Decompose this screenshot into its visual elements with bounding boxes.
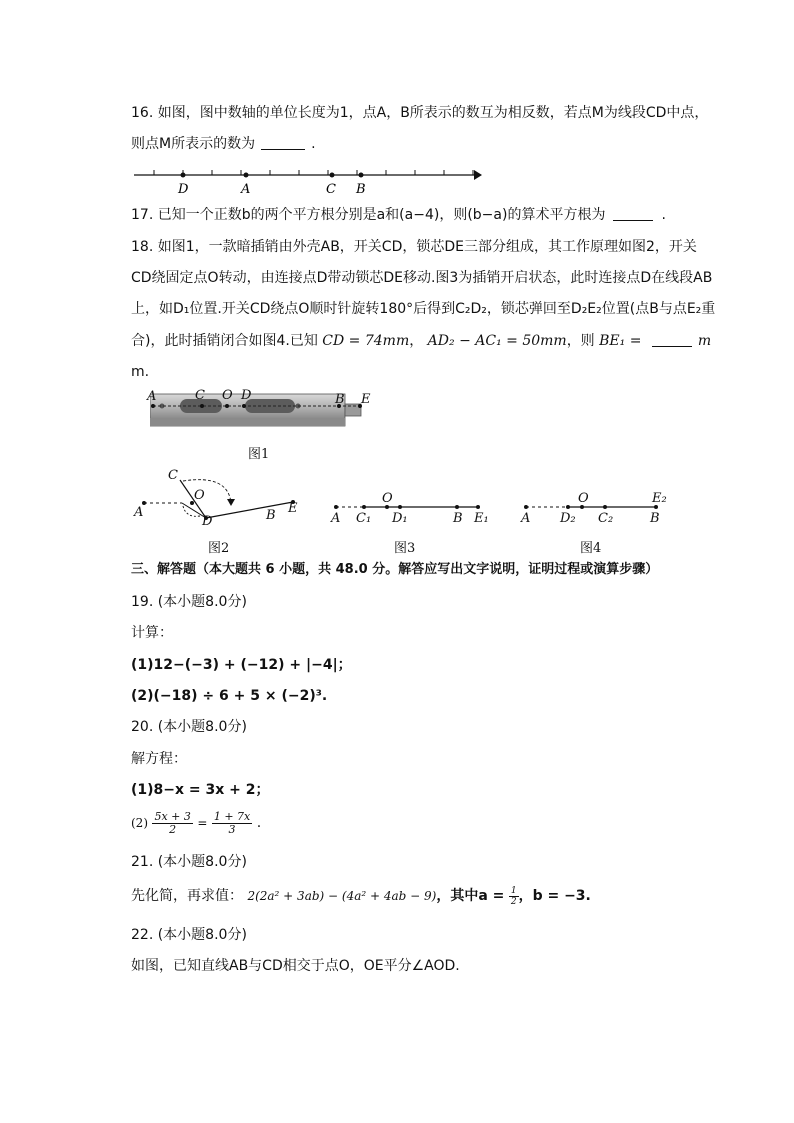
fig2-label-o: O [194, 488, 205, 503]
fig3-caption: 图3 [394, 541, 416, 556]
fig4-label-b: B [650, 511, 660, 526]
q16-text: 则点M所表示的数为 [131, 136, 256, 152]
fig1-latch-photo [150, 388, 364, 430]
q21-body [131, 882, 591, 910]
q18-unit-m: m [697, 333, 712, 349]
fig1-label-c: C [195, 388, 205, 403]
q17-end: . [661, 207, 666, 223]
q18-line3: 上，如D₁位置.开关CD绕点O顺时针旋转180°后得到C₂D₂，锁芯弹回至D₂E₂位置(点B与点E₂重 [131, 301, 716, 317]
fig3-label-o: O [382, 491, 393, 506]
q20-intro: 解方程： [131, 751, 187, 767]
axis-label-b: B [356, 182, 366, 196]
fig4-label-c2: C₂ [598, 511, 614, 526]
fig4-diagram [520, 500, 670, 514]
fig4-label-d2: D₂ [560, 511, 576, 526]
q18-math-be1: BE₁ = [599, 333, 642, 349]
q19-part1: (1)12−(−3) + (−12) + |−4|； [131, 657, 352, 673]
q18-line2: CD绕固定点O转动，由连接点D带动锁芯DE移动.图3为插销开启状态，此时连接点D在线段AB [131, 270, 713, 286]
fig3-label-a: A [331, 511, 341, 526]
axis-label-c: C [326, 182, 336, 196]
fig3-label-e1: E₁ [474, 511, 489, 526]
q18-math-diff: AD₂ − AC₁ = 50mm [427, 333, 567, 349]
fig3-label-b: B [453, 511, 463, 526]
q16-end: . [311, 136, 316, 152]
fig1-label-a: A [147, 389, 157, 404]
q22-head: 22. (本小题8.0分) [131, 927, 247, 943]
q21-head: 21. (本小题8.0分) [131, 854, 247, 870]
fig2-label-a: A [134, 505, 144, 520]
q18-text-b: ， [409, 333, 424, 349]
fig2-label-d: D [202, 514, 213, 529]
q16-answer-blank[interactable] [261, 135, 305, 150]
q16-line2 [131, 134, 316, 154]
q21-fraction: $\frac{1}{2}$ [510, 885, 517, 907]
q17-line [131, 205, 666, 225]
q18-math-cd: CD = 74mm [322, 333, 410, 349]
q19-part2: (2)(−18) ÷ 6 + 5 × (−2)³. [131, 688, 328, 704]
q20-equals: = [197, 816, 208, 830]
fig1-label-o: O [222, 388, 233, 403]
fig2-label-b: B [266, 508, 276, 523]
fig1-label-b: B [335, 392, 345, 407]
q16-line1: 16. 如图，图中数轴的单位长度为1，点A，B所表示的数互为相反数，若点M为线段CD中点， [131, 105, 709, 121]
q18-text-a: 合)，此时插销闭合如图4.已知 [131, 333, 318, 349]
q20-fraction-left: $\frac{5x + 3}{2}$ [154, 809, 191, 836]
fig1-caption: 图1 [248, 447, 270, 462]
axis-label-a: A [241, 182, 251, 196]
q18-line4 [131, 331, 711, 351]
q20-end: . [256, 815, 262, 831]
fig2-caption: 图2 [208, 541, 230, 556]
q20-part2-label: (2) [131, 816, 148, 830]
section3-title: 三、解答题（本大题共 6 小题，共 48.0 分。解答应写出文字说明，证明过程或演算步骤） [131, 562, 659, 577]
fig2-diagram [128, 466, 308, 526]
q21-text-b: ，其中a = [436, 888, 505, 904]
q19-head: 19. (本小题8.0分) [131, 594, 247, 610]
q18-line1: 18. 如图1，一款暗插销由外壳AB，开关CD，锁芯DE三部分组成，其工作原理如图2，开关 [131, 239, 697, 255]
fig4-label-e2: E₂ [652, 491, 667, 506]
q20-part2 [131, 808, 261, 838]
fig4-label-o: O [578, 491, 589, 506]
q20-part1: (1)8−x = 3x + 2； [131, 782, 270, 798]
q18-text-c: ，则 [566, 333, 595, 349]
q21-text-c: ，b = −3. [518, 888, 591, 904]
q17-text: 17. 已知一个正数b的两个平方根分别是a和(a−4)，则(b−a)的算术平方根为 [131, 207, 606, 223]
fig1-label-e: E [361, 392, 371, 407]
q21-expression: 2(2a² + 3ab) − (4a² + 4ab − 9) [247, 889, 437, 903]
fig3-label-d1: D₁ [392, 511, 408, 526]
q16-number-line [128, 160, 488, 196]
q18-answer-blank[interactable] [652, 332, 692, 347]
fig2-label-c: C [168, 468, 178, 483]
axis-label-d: D [178, 182, 189, 196]
q21-text-a: 先化简，再求值： [131, 888, 243, 904]
fig4-label-a: A [521, 511, 531, 526]
q22-text: 如图，已知直线AB与CD相交于点O，OE平分∠AOD. [131, 958, 460, 974]
fig1-label-d: D [241, 388, 252, 403]
q20-fraction-right: $\frac{1 + 7x}{3}$ [213, 809, 251, 836]
fig4-caption: 图4 [580, 541, 602, 556]
fig2-label-e: E [288, 501, 298, 516]
q17-answer-blank[interactable] [613, 206, 653, 221]
q19-intro: 计算： [131, 625, 173, 641]
q18-line5: m. [131, 364, 150, 380]
q20-head: 20. (本小题8.0分) [131, 719, 247, 735]
fig3-diagram [330, 500, 490, 514]
fig3-label-c1: C₁ [356, 511, 372, 526]
